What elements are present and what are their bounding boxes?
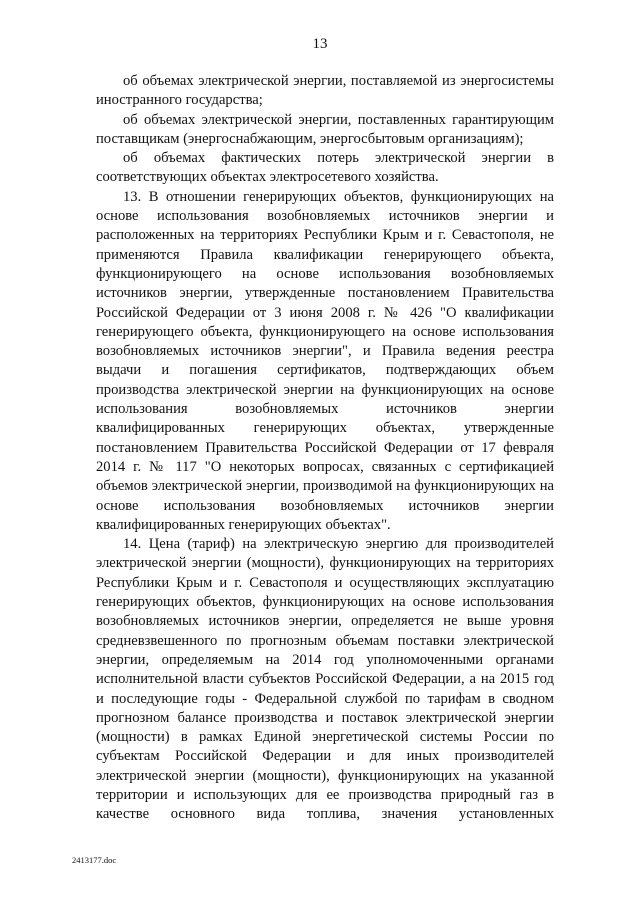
document-body (96, 72, 554, 825)
paragraph-energy-to-suppliers: об объемах электрической энергии, поставленных гарантирующим поставщикам (энергоснабжающим, энергосбытовым организациям); (96, 111, 554, 147)
paragraph-actual-losses: об объемах фактических потерь электрической энергии в соответствующих объектах электросетевого хозяйства. (96, 150, 554, 186)
paragraph-clause-13: 13. В отношении генерирующих объектов, функционирующих на основе использования возобновляемых источников энергии и расположенных на территориях Республики Крым и г. Севастополя, не применяются Правила квалификации генерирующего объекта, функционирующего на основе использования возобновляемых источников энергии, утвержденные постановлением Правительства Российской Федерации от 3 июня 2008 г. № 426 "О квалификации генерирующего объекта, функционирующего на основе использования возобновляемых источников энергии", и Правила ведения реестра выдачи и погашения сертификатов, подтверждающих объем производства электрической энергии на функционирующих на основе использования возобновляемых источников энергии квалифицированных генерирующих объектах, утвержденные постановлением Правительства Российской Федерации от 17 февраля 2014 г. № 117 "О некоторых вопросах, связанных с сертификацией объемов электрической энергии, производимой на функционирующих на основе использования возобновляемых источников энергии квалифицированных генерирующих объектах". (96, 188, 554, 533)
document-file-code: 2413177.doc (72, 855, 117, 865)
paragraph-clause-14: 14. Цена (тариф) на электрическую энергию для производителей электрической энергии (мощности), функционирующих на территориях Республики Крым и г. Севастополя и осуществляющих эксплуатацию генерирующих объектов, функционирующих на основе использования возобновляемых источников энергии, определяется не выше уровня средневзвешенного по прогнозным объемам поставки электрической энергии, определяемым на 2014 год уполномоченными органами исполнительной власти субъектов Российской Федерации, а на 2015 год и последующие годы - Федеральной службой по тарифам в сводном прогнозном балансе производства и поставок электрической энергии (мощности) в рамках Единой энергетической системы России по субъектам Российской Федерации и для иных производителей электрической энергии (мощности), функционирующих на указанной территории и использующих для ее производства природный газ в качестве основного вида топлива, значения установленных (96, 536, 554, 823)
page-number: 13 (312, 36, 328, 52)
paragraph-energy-from-foreign-system: об объемах электрической энергии, поставляемой из энергосистемы иностранного государства; (96, 73, 554, 109)
